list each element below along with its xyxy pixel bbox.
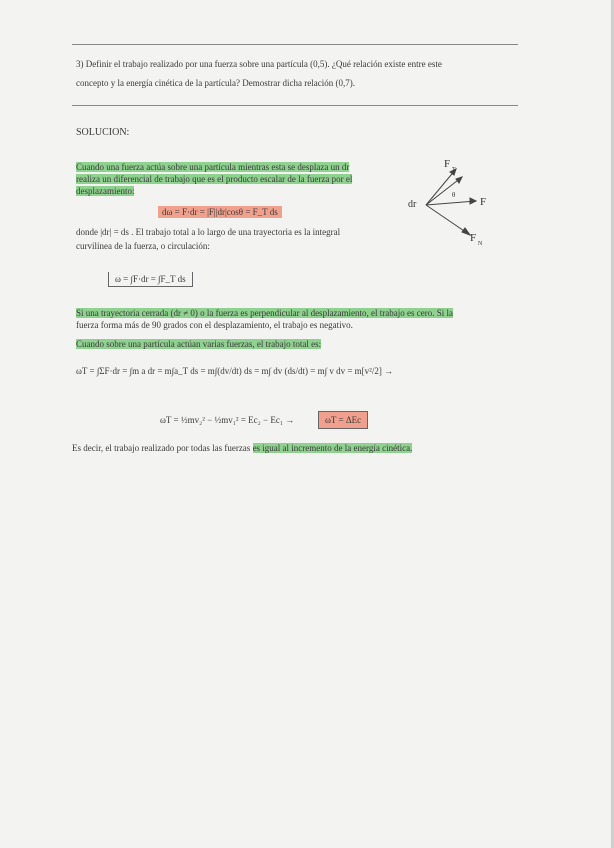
f-arrowhead <box>470 198 476 204</box>
f-label: F <box>480 196 487 208</box>
kinetic-energy-difference-equation: ωT = ½mv₂² − ½mv₁² = Ec₂ − Ec₁ → <box>160 415 295 425</box>
work-energy-derivation-equation: ωT = ∫ΣF·dr = ∫m a dr = m∫a_T ds = m∫(dv/dt) ds = m∫ dv (ds/dt) = m∫ v dv = m[v²/2] → <box>76 366 394 376</box>
para1-line-3 <box>76 185 134 198</box>
para1-line-1-text: Cuando una fuerza actúa sobre una partícula mientras esta se desplaza un dr <box>76 162 350 172</box>
para3-line-2: fuerza forma más de 90 grados con el desplazamiento, el trabajo es negativo. <box>76 320 353 330</box>
solution-title: SOLUCION: <box>76 127 130 138</box>
conclusion-plain: Es decir, el trabajo realizado por todas las fuerzas <box>72 443 253 453</box>
para3-line-1-text: Si una trayectoria cerrada (dr ≠ 0) o la fuerza es perpendicular al desplazamiento, el trabajo es cero. Si la <box>76 308 454 318</box>
total-work-equation-text: ω = ∫F·dr = ∫F_T ds <box>115 274 186 284</box>
work-differential-equation: dω = F·dr = |F||dr|cosθ = F_T ds <box>158 206 282 218</box>
f-vector <box>426 201 476 205</box>
question-line-2: concepto y la energía cinética de la partícula? Demostrar dicha relación (0,7). <box>76 78 355 88</box>
ft-vector <box>426 169 456 205</box>
top-divider <box>72 44 518 45</box>
conclusion <box>72 442 412 455</box>
para4-text: Cuando sobre una partícula actúan varias fuerzas, el trabajo total es: <box>76 339 322 349</box>
question-line-1: 3) Definir el trabajo realizado por una fuerza sobre una partícula (0,5). ¿Qué relación existe entre este <box>76 59 442 69</box>
para4 <box>76 338 321 351</box>
dr-label: dr <box>408 199 417 210</box>
para2-line-2: curvilínea de la fuerza, o circulación: <box>76 241 210 251</box>
fn-label: F <box>470 232 477 244</box>
para1-line-3-text: desplazamiento: <box>76 186 135 196</box>
ft-sub-label: T <box>452 167 456 173</box>
ft-label: F <box>444 158 451 170</box>
total-work-equation <box>108 272 193 287</box>
conclusion-highlight: es igual al incremento de la energía cinética. <box>252 443 413 453</box>
question-divider <box>72 105 518 106</box>
work-energy-theorem-result: ωT = ΔEc <box>318 411 368 429</box>
para2-line-1: donde |dr| = ds . El trabajo total a lo largo de una trayectoria es la integral <box>76 227 341 237</box>
dr-vector <box>426 177 462 205</box>
fn-arrowhead <box>462 228 470 235</box>
fn-sub-label: N <box>478 241 483 247</box>
para1-line-2-text: realiza un diferencial de trabajo que es el producto escalar de la fuerza por el <box>76 174 353 184</box>
dr-arrowhead <box>456 177 462 183</box>
force-components-diagram <box>404 155 504 250</box>
theta-label: θ <box>452 191 456 199</box>
